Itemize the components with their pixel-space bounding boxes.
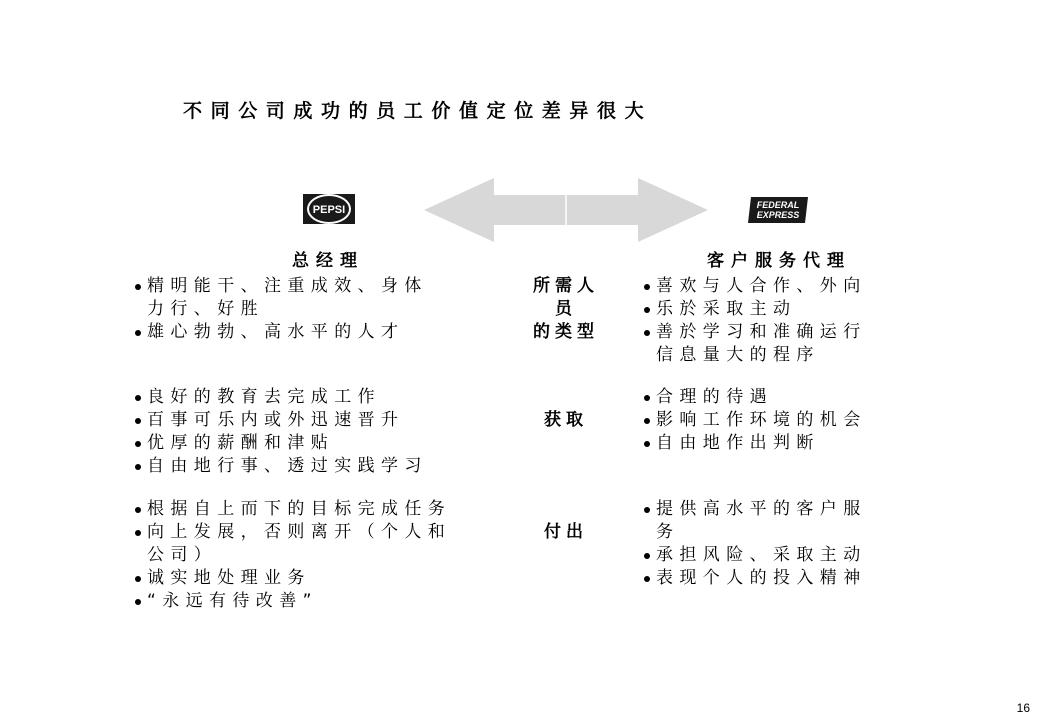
svg-text:EXPRESS: EXPRESS <box>756 210 800 220</box>
list-item: 良好的教育去完成工作 <box>134 386 428 409</box>
bullet-icon <box>644 395 650 401</box>
right-list-obtain <box>643 386 867 455</box>
bullet-icon <box>135 418 141 424</box>
bullet-icon <box>135 441 141 447</box>
bullet-icon <box>135 464 141 470</box>
double-arrow-icon <box>424 178 708 242</box>
list-item: 精明能干、注重成效、身体 力行、好胜 <box>134 275 428 321</box>
federal-express-logo <box>747 194 810 226</box>
list-item: 提供高水平的客户服 务 <box>643 498 867 544</box>
bullet-icon <box>644 507 650 513</box>
svg-text:PEPSI: PEPSI <box>312 204 346 216</box>
bullet-icon <box>135 395 141 401</box>
list-item: 乐於采取主动 <box>643 298 867 321</box>
slide-title: 不同公司成功的员工价值定位差异很大 <box>183 100 653 122</box>
left-list-obtain <box>134 386 428 478</box>
pepsi-logo <box>300 192 358 226</box>
list-item: 影响工作环境的机会 <box>643 409 867 432</box>
list-item: 合理的待遇 <box>643 386 867 409</box>
list-item: 喜欢与人合作、外向 <box>643 275 867 298</box>
bullet-icon <box>135 576 141 582</box>
bullet-icon <box>644 576 650 582</box>
list-item: 雄心勃勃、高水平的人才 <box>134 321 428 344</box>
list-item: 善於学习和准确运行 信息量大的程序 <box>643 321 867 367</box>
bullet-icon <box>135 284 141 290</box>
left-list-required-type <box>134 275 428 344</box>
list-item: 自由地作出判断 <box>643 432 867 455</box>
category-obtain: 获取 <box>544 410 588 430</box>
bullet-icon <box>135 330 141 336</box>
bullet-icon <box>644 284 650 290</box>
category-give: 付出 <box>544 522 588 542</box>
list-item: 表现个人的投入精神 <box>643 567 867 590</box>
bullet-icon <box>644 553 650 559</box>
category-required-type: 所需人 员 的类型 <box>533 276 599 342</box>
column-heading-general-manager: 总经理 <box>292 251 364 271</box>
bullet-icon <box>644 441 650 447</box>
list-item: 自由地行事、透过实践学习 <box>134 455 428 478</box>
list-item: 诚实地处理业务 <box>134 567 451 590</box>
list-item: 百事可乐内或外迅速晋升 <box>134 409 428 432</box>
bullet-icon <box>135 507 141 513</box>
bullet-icon <box>644 330 650 336</box>
list-item: 承担风险、采取主动 <box>643 544 867 567</box>
svg-text:FEDERAL: FEDERAL <box>756 200 800 210</box>
bullet-icon <box>135 599 141 605</box>
bullet-icon <box>135 530 141 536</box>
list-item: “永远有待改善” <box>134 590 451 613</box>
bullet-icon <box>644 418 650 424</box>
list-item: 根据自上而下的目标完成任务 <box>134 498 451 521</box>
right-list-required-type <box>643 275 867 367</box>
page-number: 16 <box>1016 701 1030 715</box>
right-list-give <box>643 498 867 590</box>
list-item: 优厚的薪酬和津贴 <box>134 432 428 455</box>
column-heading-customer-service-agent: 客户服务代理 <box>707 251 851 271</box>
bullet-icon <box>644 307 650 313</box>
left-list-give <box>134 498 451 613</box>
list-item: 向上发展，否则离开（个人和 公司） <box>134 521 451 567</box>
